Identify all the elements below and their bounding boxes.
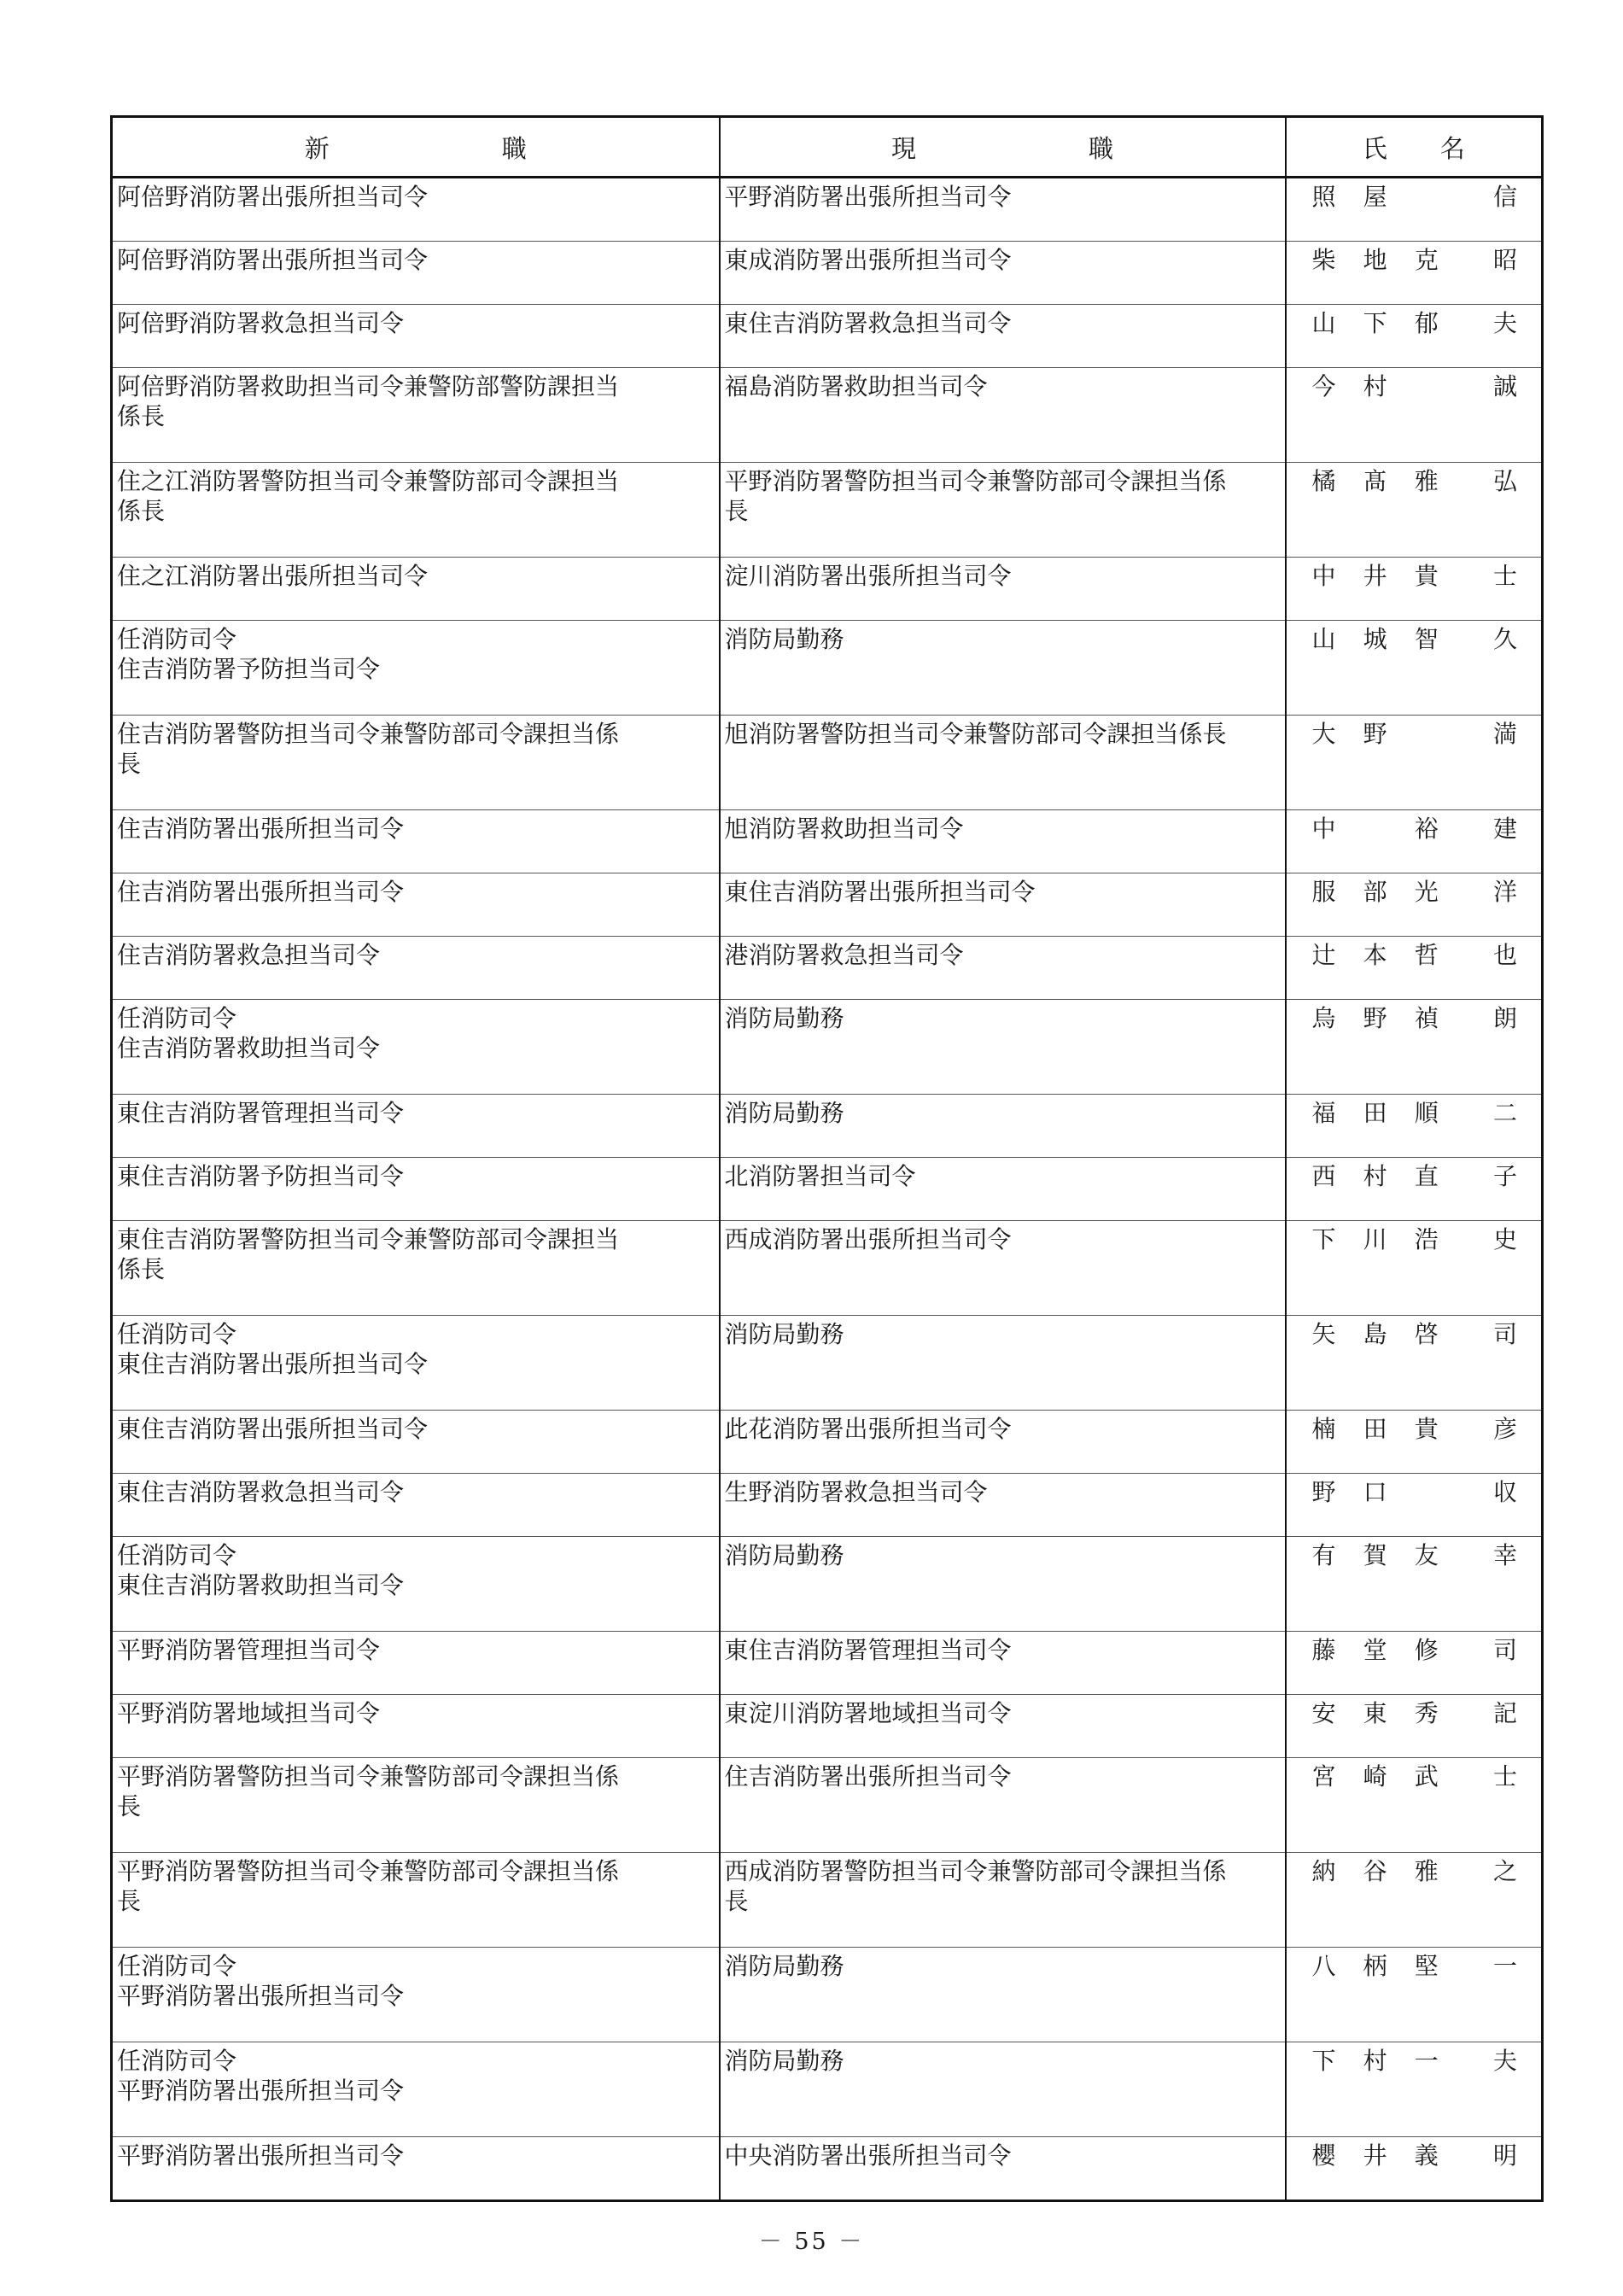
new-position-cell-line: 東住吉消防署救急担当司令 — [117, 1478, 405, 1506]
name-char: 堅 — [1414, 1952, 1439, 1980]
name-char: 幸 — [1492, 1541, 1517, 1569]
new-position-cell — [112, 937, 720, 1000]
name-cell — [1286, 1000, 1543, 1095]
name-char: 今 — [1311, 372, 1336, 400]
current-position-cell — [720, 1158, 1286, 1221]
table-row — [112, 1695, 1543, 1758]
name-cell — [1286, 1158, 1543, 1221]
name-cell — [1286, 1758, 1543, 1853]
name-char: 大 — [1311, 720, 1336, 748]
name-char: 八 — [1311, 1952, 1336, 1980]
table-row — [112, 1853, 1543, 1948]
current-position-cell-line: 生野消防署救急担当司令 — [724, 1478, 988, 1506]
new-position-cell — [112, 1095, 720, 1158]
new-position-cell — [112, 1411, 720, 1474]
name-char: 司 — [1492, 1320, 1517, 1348]
new-position-cell-line: 平野消防署地域担当司令 — [117, 1699, 381, 1727]
new-position-cell-line: 住之江消防署出張所担当司令 — [117, 562, 429, 590]
new-position-cell — [112, 1158, 720, 1221]
name-char: 直 — [1414, 1162, 1439, 1190]
name-char: 信 — [1492, 183, 1517, 211]
name-char: 夫 — [1492, 2047, 1517, 2075]
table-row — [112, 621, 1543, 716]
current-position-cell-line: 長 — [724, 1887, 749, 1915]
current-position-cell-line: 此花消防署出張所担当司令 — [724, 1415, 1012, 1443]
name-char: 夫 — [1492, 309, 1517, 337]
current-position-cell — [720, 1411, 1286, 1474]
table-row — [112, 1000, 1543, 1095]
name-char: 士 — [1492, 1762, 1517, 1791]
name-char: 村 — [1363, 2047, 1387, 2075]
new-position-cell-line: 東住吉消防署警防担当司令兼警防部司令課担当 — [117, 1225, 620, 1253]
current-position-cell — [720, 873, 1286, 937]
current-position-cell-line: 旭消防署救助担当司令 — [724, 815, 964, 843]
current-position-cell — [720, 242, 1286, 305]
table-row — [112, 178, 1543, 242]
header-name: 氏名 — [1286, 117, 1543, 178]
table-row — [112, 2137, 1543, 2201]
new-position-cell-line: 平野消防署管理担当司令 — [117, 1636, 381, 1664]
name-char: 史 — [1492, 1225, 1517, 1253]
name-char: 福 — [1311, 1099, 1336, 1127]
name-char: 楠 — [1311, 1415, 1336, 1443]
name-cell — [1286, 2137, 1543, 2201]
name-char: 有 — [1311, 1541, 1336, 1569]
name-cell — [1286, 621, 1543, 716]
new-position-cell — [112, 1853, 720, 1948]
new-position-cell — [112, 1474, 720, 1537]
name-char: 橘 — [1311, 467, 1336, 495]
name-char: 地 — [1363, 246, 1387, 274]
new-position-cell-line: 住吉消防署救助担当司令 — [117, 1034, 381, 1062]
table-row — [112, 1411, 1543, 1474]
name-char: 哲 — [1414, 941, 1439, 969]
name-char: 城 — [1363, 625, 1387, 653]
table-row — [112, 1632, 1543, 1695]
name-char: 櫻 — [1311, 2141, 1336, 2170]
current-position-cell — [720, 1537, 1286, 1632]
name-char: 光 — [1414, 878, 1439, 906]
name-char: 宮 — [1311, 1762, 1336, 1791]
current-position-cell-line: 西成消防署出張所担当司令 — [724, 1225, 1012, 1253]
new-position-cell — [112, 1537, 720, 1632]
new-position-cell — [112, 178, 720, 242]
current-position-cell-line: 消防局勤務 — [724, 1004, 844, 1032]
name-char: 下 — [1363, 309, 1387, 337]
current-position-cell — [720, 1316, 1286, 1411]
name-char: 彦 — [1492, 1415, 1517, 1443]
new-position-cell-line: 阿倍野消防署出張所担当司令 — [117, 246, 429, 274]
name-char: 誠 — [1492, 372, 1517, 400]
current-position-cell — [720, 810, 1286, 873]
name-char: 田 — [1363, 1415, 1387, 1443]
new-position-cell-line: 係長 — [117, 1255, 166, 1283]
new-position-cell — [112, 2042, 720, 2137]
new-position-cell-line: 住之江消防署警防担当司令兼警防部司令課担当 — [117, 467, 620, 495]
table-row — [112, 305, 1543, 368]
name-char: 部 — [1363, 878, 1387, 906]
name-char: 武 — [1414, 1762, 1439, 1791]
name-char: 友 — [1414, 1541, 1439, 1569]
name-char: 島 — [1363, 1320, 1387, 1348]
name-cell — [1286, 178, 1543, 242]
name-char: 修 — [1414, 1636, 1439, 1664]
new-position-cell — [112, 1000, 720, 1095]
name-char: 満 — [1492, 720, 1517, 748]
current-position-cell-line: 消防局勤務 — [724, 1320, 844, 1348]
current-position-cell — [720, 716, 1286, 810]
new-position-cell-line: 住吉消防署救急担当司令 — [117, 941, 381, 969]
current-position-cell — [720, 178, 1286, 242]
name-char: 二 — [1492, 1099, 1517, 1127]
name-char: 井 — [1363, 2141, 1387, 2170]
current-position-cell-line: 住吉消防署出張所担当司令 — [724, 1762, 1012, 1791]
current-position-cell — [720, 1095, 1286, 1158]
new-position-cell-line: 住吉消防署出張所担当司令 — [117, 815, 405, 843]
table-row — [112, 1316, 1543, 1411]
name-cell — [1286, 1632, 1543, 1695]
name-char: 士 — [1492, 562, 1517, 590]
current-position-cell — [720, 1221, 1286, 1316]
current-position-cell — [720, 463, 1286, 558]
new-position-cell-line: 平野消防署警防担当司令兼警防部司令課担当係 — [117, 1857, 620, 1885]
name-char: 烏 — [1311, 1004, 1336, 1032]
name-char — [1415, 371, 1466, 401]
new-position-cell-line: 係長 — [117, 497, 166, 525]
current-position-cell — [720, 1853, 1286, 1948]
new-position-cell-line: 東住吉消防署出張所担当司令 — [117, 1350, 429, 1378]
table-row — [112, 1758, 1543, 1853]
name-char: 智 — [1414, 625, 1439, 653]
name-char: 克 — [1414, 246, 1439, 274]
name-char: 服 — [1311, 878, 1336, 906]
name-char: 貴 — [1414, 1415, 1439, 1443]
table-row — [112, 1537, 1543, 1632]
current-position-cell-line: 淀川消防署出張所担当司令 — [724, 562, 1012, 590]
name-cell — [1286, 1221, 1543, 1316]
name-char: 一 — [1414, 2047, 1439, 2075]
new-position-cell-line: 任消防司令 — [117, 1004, 237, 1032]
current-position-cell-line: 西成消防署警防担当司令兼警防部司令課担当係 — [724, 1857, 1227, 1885]
new-position-cell — [112, 1316, 720, 1411]
new-position-cell — [112, 716, 720, 810]
name-cell — [1286, 1948, 1543, 2042]
new-position-cell-line: 任消防司令 — [117, 625, 237, 653]
name-char — [1363, 814, 1415, 844]
table-header-row — [112, 117, 1543, 178]
name-char: 収 — [1492, 1478, 1517, 1506]
current-position-cell — [720, 621, 1286, 716]
new-position-cell — [112, 305, 720, 368]
current-position-cell — [720, 1758, 1286, 1853]
table-row — [112, 716, 1543, 810]
name-cell — [1286, 1695, 1543, 1758]
name-char: 浩 — [1414, 1225, 1439, 1253]
name-char: 義 — [1414, 2141, 1439, 2170]
name-cell — [1286, 242, 1543, 305]
name-char: 照 — [1311, 183, 1336, 211]
current-position-cell — [720, 2042, 1286, 2137]
name-char: 東 — [1363, 1699, 1387, 1727]
name-char: 納 — [1311, 1857, 1336, 1885]
name-char: 口 — [1363, 1478, 1387, 1506]
name-char: 昭 — [1492, 246, 1517, 274]
name-char: 矢 — [1311, 1320, 1336, 1348]
new-position-cell — [112, 1221, 720, 1316]
new-position-cell-line: 東住吉消防署予防担当司令 — [117, 1162, 405, 1190]
name-cell — [1286, 937, 1543, 1000]
new-position-cell-line: 任消防司令 — [117, 1541, 237, 1569]
name-cell — [1286, 716, 1543, 810]
table-row — [112, 937, 1543, 1000]
name-char: 井 — [1363, 562, 1387, 590]
new-position-cell — [112, 1758, 720, 1853]
name-char: 雅 — [1414, 467, 1439, 495]
name-char: 中 — [1311, 562, 1336, 590]
new-position-cell-line: 東住吉消防署管理担当司令 — [117, 1099, 405, 1127]
name-char: 貴 — [1414, 562, 1439, 590]
current-position-cell-line: 東住吉消防署救急担当司令 — [724, 309, 1012, 337]
header-current-position: 現職 — [720, 117, 1286, 178]
table-row — [112, 558, 1543, 621]
new-position-cell-line: 住吉消防署警防担当司令兼警防部司令課担当係 — [117, 720, 620, 748]
name-cell — [1286, 558, 1543, 621]
name-char: 柄 — [1363, 1952, 1387, 1980]
name-char: 野 — [1311, 1478, 1336, 1506]
current-position-cell — [720, 558, 1286, 621]
current-position-cell-line: 消防局勤務 — [724, 1952, 844, 1980]
new-position-cell — [112, 810, 720, 873]
name-char: 下 — [1311, 2047, 1336, 2075]
name-char: 順 — [1414, 1099, 1439, 1127]
new-position-cell — [112, 621, 720, 716]
name-char: 西 — [1311, 1162, 1336, 1190]
new-position-cell — [112, 873, 720, 937]
new-position-cell-line: 阿倍野消防署出張所担当司令 — [117, 183, 429, 211]
new-position-cell — [112, 463, 720, 558]
name-char: 賀 — [1363, 1541, 1387, 1569]
new-position-cell-line: 係長 — [117, 402, 166, 430]
new-position-cell-line: 平野消防署出張所担当司令 — [117, 2141, 405, 2170]
name-cell — [1286, 1095, 1543, 1158]
name-char: 野 — [1363, 720, 1387, 748]
table-body — [112, 178, 1543, 2201]
new-position-cell-line: 阿倍野消防署救助担当司令兼警防部警防課担当 — [117, 372, 620, 400]
current-position-cell — [720, 305, 1286, 368]
name-char: 記 — [1492, 1699, 1517, 1727]
new-position-cell-line: 住吉消防署出張所担当司令 — [117, 878, 405, 906]
new-position-cell-line: 任消防司令 — [117, 2047, 237, 2075]
name-cell — [1286, 810, 1543, 873]
name-char: 堂 — [1363, 1636, 1387, 1664]
name-char: 崎 — [1363, 1762, 1387, 1791]
name-char: 久 — [1492, 625, 1517, 653]
name-char: 山 — [1311, 625, 1336, 653]
name-char: 山 — [1311, 309, 1336, 337]
name-char — [1415, 182, 1466, 212]
new-position-cell — [112, 242, 720, 305]
current-position-cell — [720, 1474, 1286, 1537]
table-row — [112, 810, 1543, 873]
new-position-cell-line: 長 — [117, 1887, 142, 1915]
current-position-cell-line: 平野消防署警防担当司令兼警防部司令課担当係 — [724, 467, 1227, 495]
name-char: 辻 — [1311, 941, 1336, 969]
current-position-cell-line: 消防局勤務 — [724, 1541, 844, 1569]
name-char — [1415, 1477, 1466, 1507]
new-position-cell-line: 平野消防署警防担当司令兼警防部司令課担当係 — [117, 1762, 620, 1791]
name-char: 本 — [1363, 941, 1387, 969]
table-row — [112, 2042, 1543, 2137]
current-position-cell — [720, 1695, 1286, 1758]
name-char: 子 — [1492, 1162, 1517, 1190]
current-position-cell-line: 中央消防署出張所担当司令 — [724, 2141, 1012, 2170]
table-row — [112, 1158, 1543, 1221]
name-char: 洋 — [1492, 878, 1517, 906]
name-char: 野 — [1363, 1004, 1387, 1032]
name-char: 弘 — [1492, 467, 1517, 495]
name-char: 下 — [1311, 1225, 1336, 1253]
name-cell — [1286, 463, 1543, 558]
table-row — [112, 1948, 1543, 2042]
new-position-cell — [112, 2137, 720, 2201]
name-char: 司 — [1492, 1636, 1517, 1664]
current-position-cell — [720, 1000, 1286, 1095]
current-position-cell-line: 東住吉消防署出張所担当司令 — [724, 878, 1036, 906]
name-cell — [1286, 368, 1543, 463]
table-row — [112, 242, 1543, 305]
name-char: 明 — [1492, 2141, 1517, 2170]
name-char: 之 — [1492, 1857, 1517, 1885]
table-row — [112, 1095, 1543, 1158]
new-position-cell-line: 住吉消防署予防担当司令 — [117, 655, 381, 683]
name-char: 禎 — [1414, 1004, 1439, 1032]
name-char: 安 — [1311, 1699, 1336, 1727]
name-cell — [1286, 873, 1543, 937]
current-position-cell — [720, 2137, 1286, 2201]
name-char: 裕 — [1414, 815, 1439, 843]
name-char: 藤 — [1311, 1636, 1336, 1664]
table-row — [112, 463, 1543, 558]
new-position-cell-line: 任消防司令 — [117, 1320, 237, 1348]
current-position-cell-line: 消防局勤務 — [724, 2047, 844, 2075]
name-char: 田 — [1363, 1099, 1387, 1127]
name-char: 郁 — [1414, 309, 1439, 337]
new-position-cell — [112, 368, 720, 463]
new-position-cell — [112, 558, 720, 621]
name-char: 村 — [1363, 372, 1387, 400]
name-cell — [1286, 2042, 1543, 2137]
name-char: 秀 — [1414, 1699, 1439, 1727]
name-char: 中 — [1311, 815, 1336, 843]
name-cell — [1286, 1411, 1543, 1474]
name-char: 谷 — [1363, 1857, 1387, 1885]
name-char: 柴 — [1311, 246, 1336, 274]
table-row — [112, 873, 1543, 937]
current-position-cell-line: 東住吉消防署管理担当司令 — [724, 1636, 1012, 1664]
current-position-cell-line: 福島消防署救助担当司令 — [724, 372, 988, 400]
new-position-cell — [112, 1948, 720, 2042]
new-position-cell-line: 長 — [117, 1792, 142, 1820]
new-position-cell — [112, 1695, 720, 1758]
personnel-table — [110, 115, 1544, 2202]
header-new-position: 新職 — [112, 117, 720, 178]
page-number: － 55 － — [758, 2229, 865, 2255]
current-position-cell-line: 東淀川消防署地域担当司令 — [724, 1699, 1012, 1727]
table-row — [112, 1221, 1543, 1316]
name-char: 村 — [1363, 1162, 1387, 1190]
new-position-cell-line: 任消防司令 — [117, 1952, 237, 1980]
current-position-cell — [720, 368, 1286, 463]
table-row — [112, 368, 1543, 463]
name-cell — [1286, 1474, 1543, 1537]
new-position-cell-line: 阿倍野消防署救急担当司令 — [117, 309, 405, 337]
name-char: 朗 — [1492, 1004, 1517, 1032]
new-position-cell-line: 平野消防署出張所担当司令 — [117, 2077, 405, 2105]
new-position-cell-line: 平野消防署出張所担当司令 — [117, 1982, 405, 2010]
new-position-cell-line: 長 — [117, 750, 142, 778]
current-position-cell-line: 北消防署担当司令 — [724, 1162, 916, 1190]
current-position-cell-line: 消防局勤務 — [724, 625, 844, 653]
table-row — [112, 1474, 1543, 1537]
name-cell — [1286, 1316, 1543, 1411]
name-cell — [1286, 1853, 1543, 1948]
current-position-cell-line: 長 — [724, 497, 749, 525]
name-char — [1415, 719, 1466, 749]
current-position-cell-line: 平野消防署出張所担当司令 — [724, 183, 1012, 211]
name-char: 髙 — [1363, 467, 1387, 495]
current-position-cell-line: 消防局勤務 — [724, 1099, 844, 1127]
new-position-cell-line: 東住吉消防署出張所担当司令 — [117, 1415, 429, 1443]
name-char: 屋 — [1363, 183, 1387, 211]
current-position-cell — [720, 1948, 1286, 2042]
current-position-cell — [720, 937, 1286, 1000]
current-position-cell-line: 東成消防署出張所担当司令 — [724, 246, 1012, 274]
name-char: 川 — [1363, 1225, 1387, 1253]
name-char: 也 — [1492, 941, 1517, 969]
new-position-cell-line: 東住吉消防署救助担当司令 — [117, 1571, 405, 1599]
name-cell — [1286, 1537, 1543, 1632]
name-char: 啓 — [1414, 1320, 1439, 1348]
current-position-cell — [720, 1632, 1286, 1695]
name-char: 建 — [1492, 815, 1517, 843]
current-position-cell-line: 港消防署救急担当司令 — [724, 941, 964, 969]
name-cell — [1286, 305, 1543, 368]
name-char: 雅 — [1414, 1857, 1439, 1885]
name-char: 一 — [1492, 1952, 1517, 1980]
current-position-cell-line: 旭消防署警防担当司令兼警防部司令課担当係長 — [724, 720, 1227, 748]
new-position-cell — [112, 1632, 720, 1695]
